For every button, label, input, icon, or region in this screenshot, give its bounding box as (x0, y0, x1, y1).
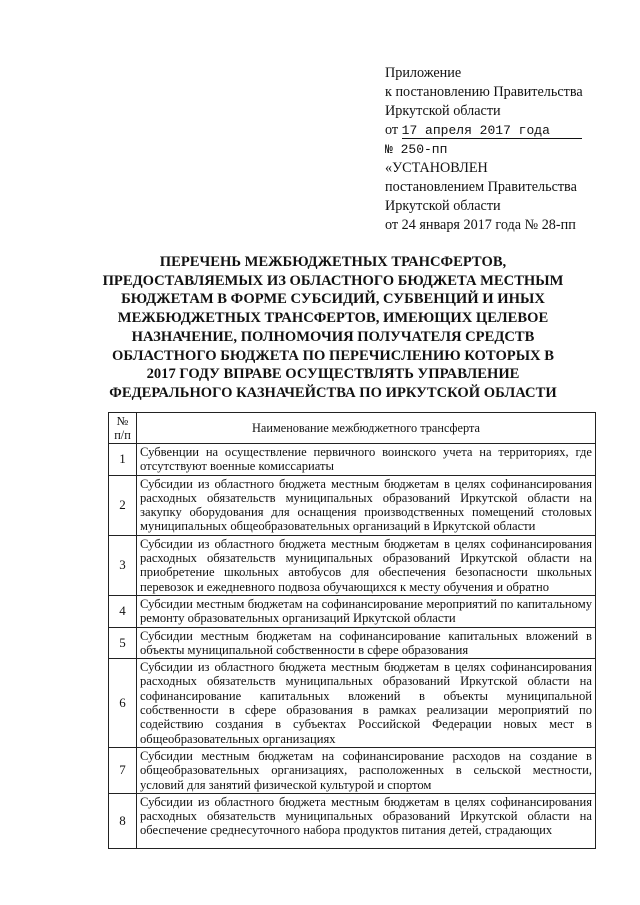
appendix-number: № 250-пп (385, 142, 448, 157)
appendix-date-prefix: от (385, 122, 399, 138)
table-row (109, 793, 596, 848)
heading-line: ПЕРЕЧЕНЬ МЕЖБЮДЖЕТНЫХ ТРАНСФЕРТОВ, (159, 254, 507, 270)
row-text: Субсидии местным бюджетам на софинансирование капитальных вложений в объекты муниципальной собственности в сфере образования (137, 627, 596, 659)
row-number: 8 (109, 793, 137, 848)
row-text: Субсидии местным бюджетам на софинансирование расходов на создание в общеобразовательных организациях, расположенных в сельской местности, условий для занятий физической культурой и спортом (137, 747, 596, 793)
row-text: Субсидии местным бюджетам на софинансирование мероприятий по капитальному ремонту образовательных организаций Иркутской области (137, 595, 596, 627)
heading-line: 2017 ГОДУ ВПРАВЕ ОСУЩЕСТВЛЯТЬ УПРАВЛЕНИЕ (146, 366, 520, 383)
table-row (109, 747, 596, 793)
header-number-abbr: п/п (114, 428, 131, 442)
row-number: 4 (109, 595, 137, 627)
row-text: Субсидии из областного бюджета местным бюджетам в целях софинансирования расходных обязательств муниципальных образований Иркутской области на приобретение школьных автобусов для обеспечения безопасности школьных перевозок и ежедневного подвоза обучающихся к месту обучения и обратно (137, 535, 596, 595)
row-text: Субвенции на осуществление первичного воинского учета на территориях, где отсутствуют военные комиссариаты (137, 444, 596, 476)
established-by: постановлением Правительства (385, 179, 577, 195)
row-number: 6 (109, 659, 137, 748)
row-number: 1 (109, 444, 137, 476)
table-header-row (109, 413, 596, 444)
row-number: 5 (109, 627, 137, 659)
row-number: 3 (109, 535, 137, 595)
appendix-region: Иркутской области (385, 103, 501, 119)
appendix-title: Приложение (385, 65, 462, 81)
row-text: Субсидии из областного бюджета местным бюджетам в целях софинансирования расходных обязательств муниципальных образований Иркутской области на софинансирование капитальных вложений в объекты муниципальной собственности в сфере образования в рамках реализации мероприятий по содействию создания в субъектах Российской Федерации новых мест в общеобразовательных организациях (137, 659, 596, 748)
table-row (109, 595, 596, 627)
table-row (109, 444, 596, 476)
header-number-sign: № (116, 414, 129, 428)
row-text: Субсидии из областного бюджета местным бюджетам в целях софинансирования расходных обязательств муниципальных образований Иркутской области на обеспечение среднесуточного набора продуктов питания детей, страдающих (137, 793, 596, 848)
table-row (109, 627, 596, 659)
appendix-block (385, 64, 620, 235)
established-title: «УСТАНОВЛЕН (385, 160, 488, 176)
table-row (109, 535, 596, 595)
row-text: Субсидии из областного бюджета местным бюджетам в целях софинансирования расходных обязательств муниципальных образований Иркутской области на закупку оборудования для оснащения производственных помещений столовых муниципальных общеобразовательных организаций в Иркутской области (137, 475, 596, 535)
heading-line: МЕЖБЮДЖЕТНЫХ ТРАНСФЕРТОВ, ИМЕЮЩИХ ЦЕЛЕВОЕ (117, 310, 549, 327)
header-number (109, 413, 137, 444)
heading-line: ФЕДЕРАЛЬНОГО КАЗНАЧЕЙСТВА ПО ИРКУТСКОЙ ОБЛАСТИ (109, 384, 557, 401)
appendix-ref: к постановлению Правительства (385, 84, 583, 100)
row-number: 7 (109, 747, 137, 793)
heading-line: НАЗНАЧЕНИЕ, ПОЛНОМОЧИЯ ПОЛУЧАТЕЛЯ СРЕДСТВ (131, 328, 535, 345)
heading-line: БЮДЖЕТАМ В ФОРМЕ СУБСИДИЙ, СУБВЕНЦИЙ И ИНЫХ (121, 291, 545, 308)
header-name: Наименование межбюджетного трансферта (137, 413, 596, 444)
row-number: 2 (109, 475, 137, 535)
established-date: от 24 января 2017 года № 28-пп (385, 217, 576, 233)
established-region: Иркутской области (385, 198, 501, 214)
heading-line: ОБЛАСТНОГО БЮДЖЕТА ПО ПЕРЕЧИСЛЕНИЮ КОТОРЫХ В (112, 347, 554, 364)
transfers-table (108, 412, 596, 849)
heading-line: ПРЕДОСТАВЛЯЕМЫХ ИЗ ОБЛАСТНОГО БЮДЖЕТА МЕСТНЫМ (102, 272, 564, 289)
appendix-date-value: 17 апреля 2017 года (402, 123, 582, 139)
table-row (109, 475, 596, 535)
document-heading (48, 253, 618, 403)
table-row (109, 659, 596, 748)
appendix-date-line (385, 121, 620, 140)
